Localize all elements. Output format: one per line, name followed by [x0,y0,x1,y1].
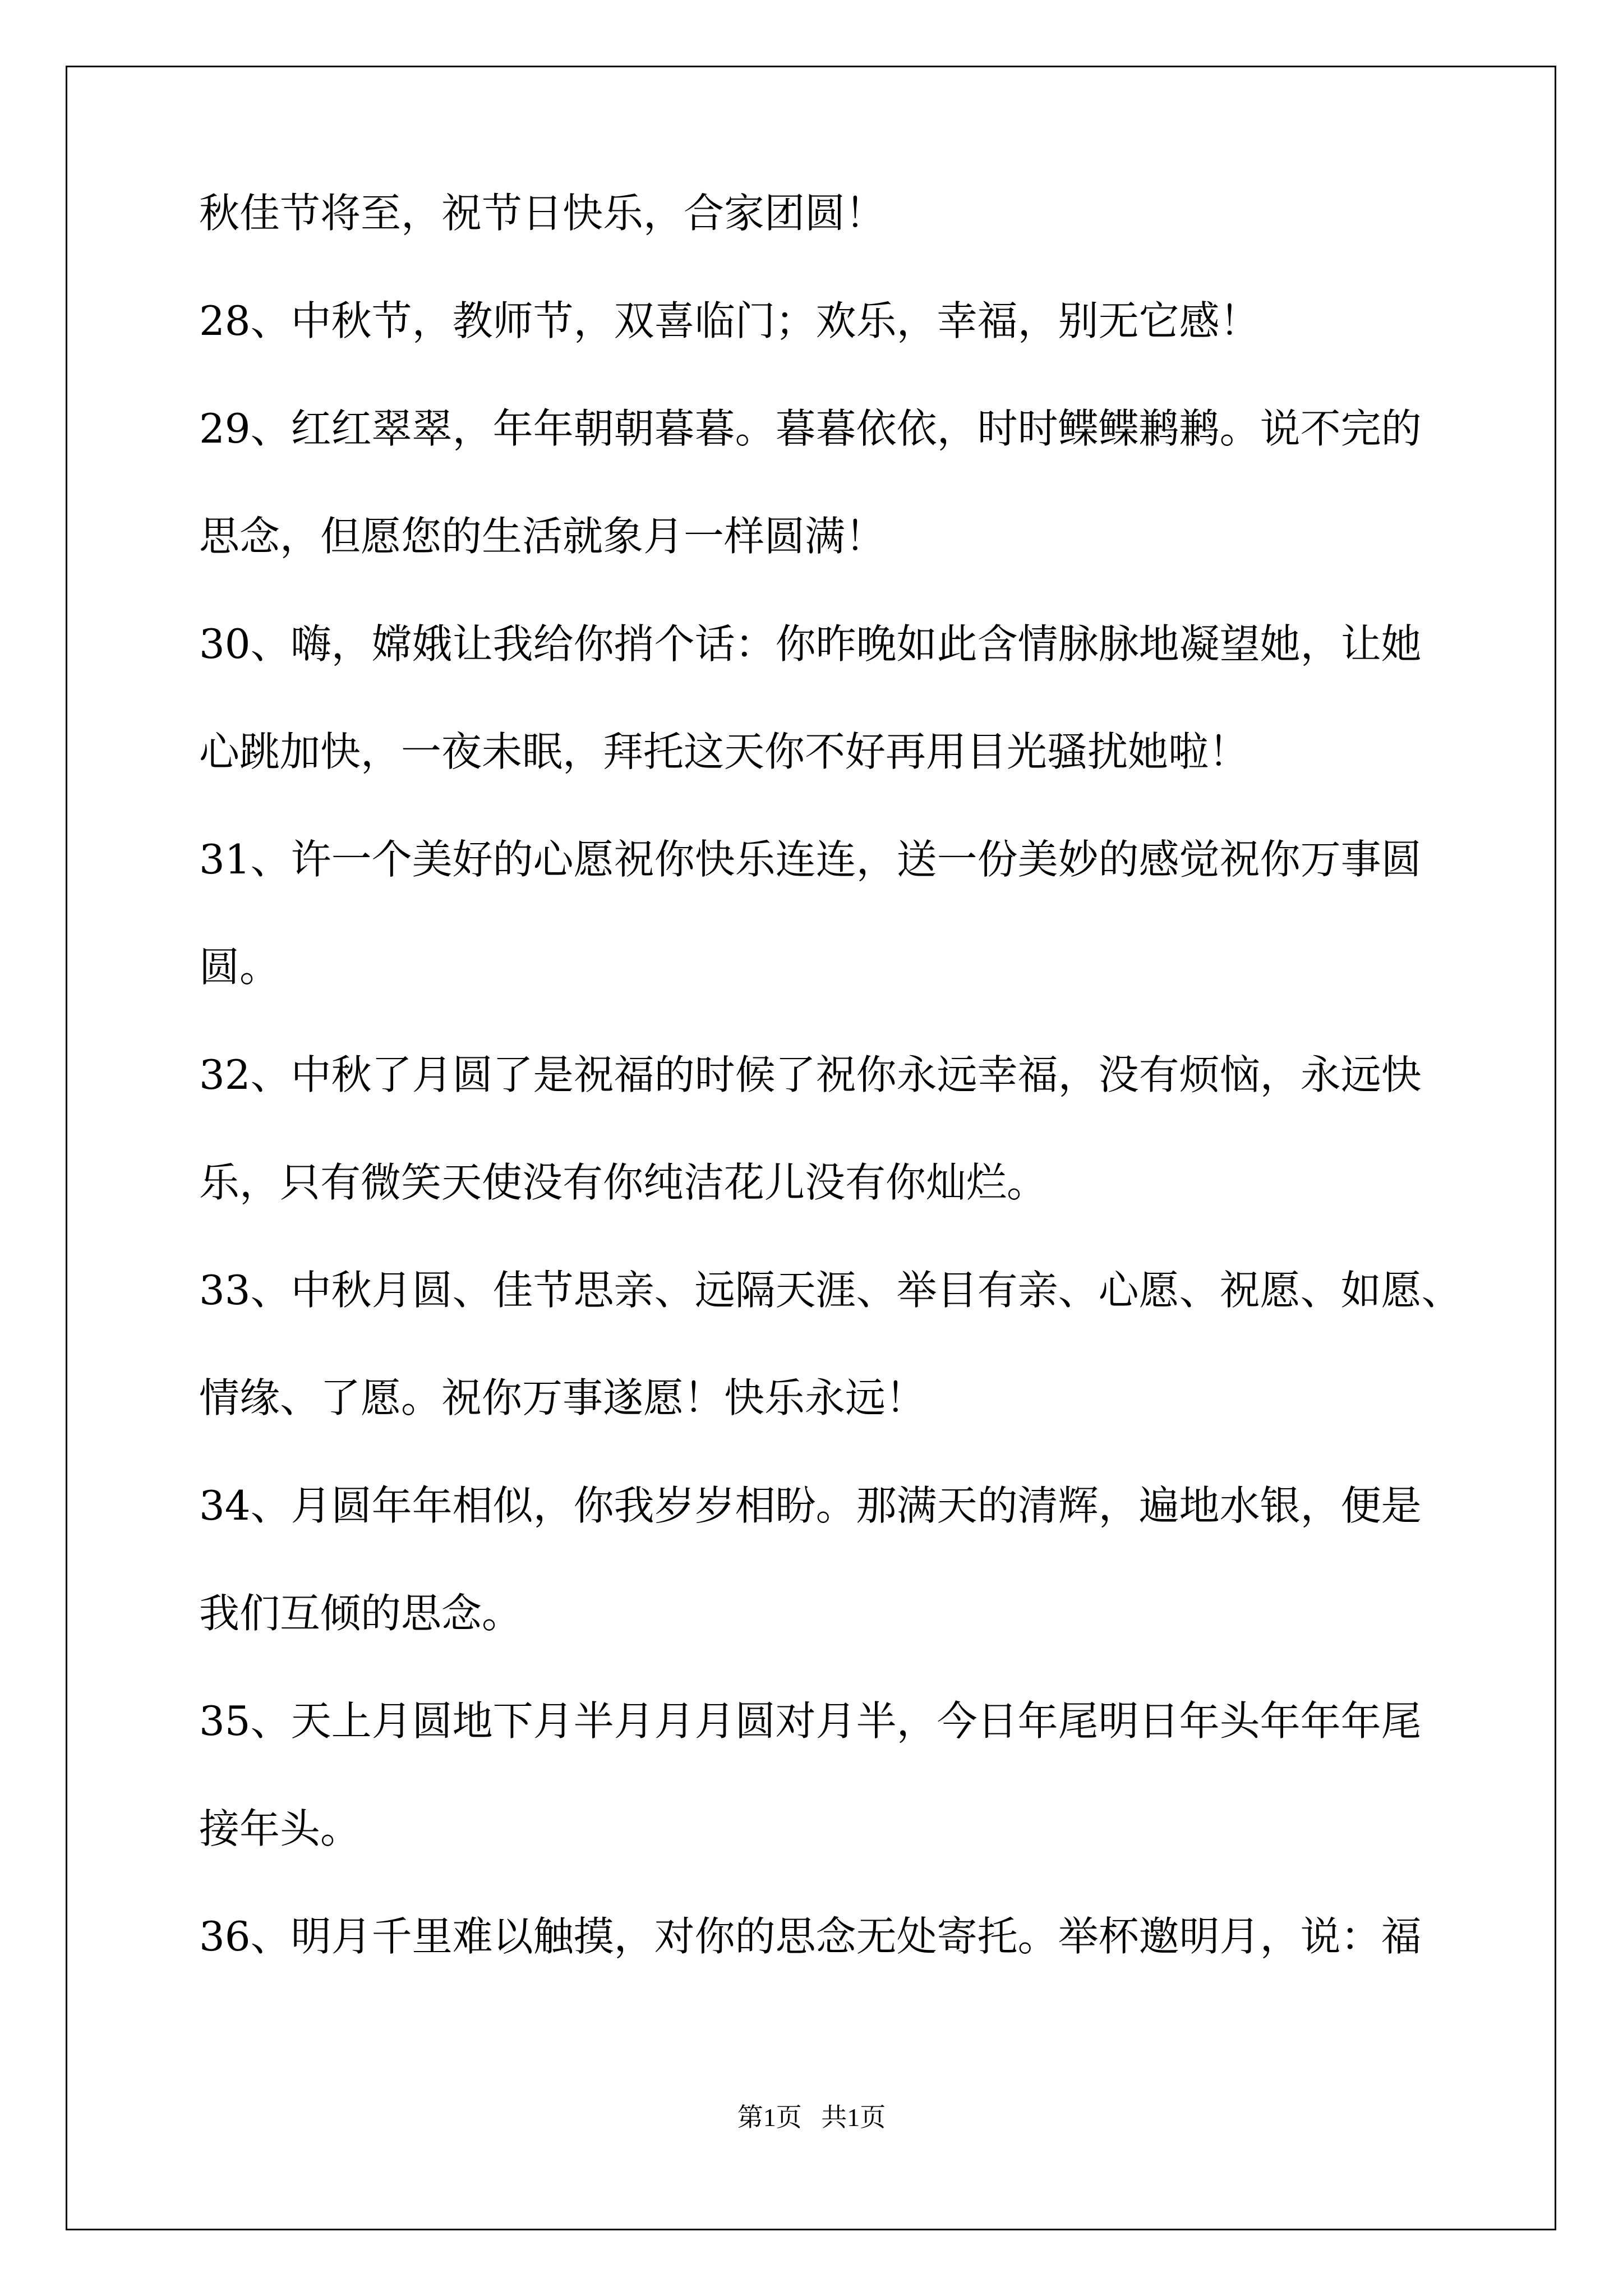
text-line: 乐，只有微笑天使没有你纯洁花儿没有你灿烂。 [199,1159,1048,1206]
text-line: 圆。 [199,944,280,991]
text-line: 心跳加快，一夜未眠，拜托这天你不好再用目光骚扰她啦！ [199,728,1249,775]
text-line: 思念，但愿您的生活就象月一样圆满！ [199,513,886,560]
text-line: 接年头。 [199,1805,361,1852]
text-line: 29、红红翠翠，年年朝朝暮暮。暮暮依依，时时鲽鲽鹣鹣。说不完的 [199,405,1422,452]
document-body [199,190,1462,1990]
text-line: 33、中秋月圆、佳节思亲、远隔天涯、举目有亲、心愿、祝愿、如愿、 [199,1267,1462,1314]
text-line: 35、天上月圆地下月半月月月圆对月半，今日年尾明日年头年年年尾 [199,1697,1422,1745]
text-line: 36、明月千里难以触摸，对你的思念无处寄托。举杯邀明月，说：福 [199,1913,1422,1960]
text-line: 30、嗨，嫦娥让我给你捎个话：你昨晚如此含情脉脉地凝望她，让她 [199,620,1422,668]
text-line: 31、许一个美好的心愿祝你快乐连连，送一份美妙的感觉祝你万事圆 [199,836,1422,883]
page-footer: 第1页 共1页 [737,2103,886,2132]
text-line: 秋佳节将至，祝节日快乐，合家团圆！ [199,190,886,237]
text-line: 34、月圆年年相似，你我岁岁相盼。那满天的清辉，遍地水银，便是 [199,1482,1422,1529]
text-line: 情缘、了愿。祝你万事遂愿！快乐永远！ [199,1374,926,1421]
text-line: 我们互倾的思念。 [199,1590,523,1637]
text-line: 28、中秋节，教师节，双喜临门；欢乐，幸福，别无它感！ [199,297,1260,344]
text-line: 32、中秋了月圆了是祝福的时候了祝你永远幸福，没有烦恼，永远快 [199,1051,1422,1098]
